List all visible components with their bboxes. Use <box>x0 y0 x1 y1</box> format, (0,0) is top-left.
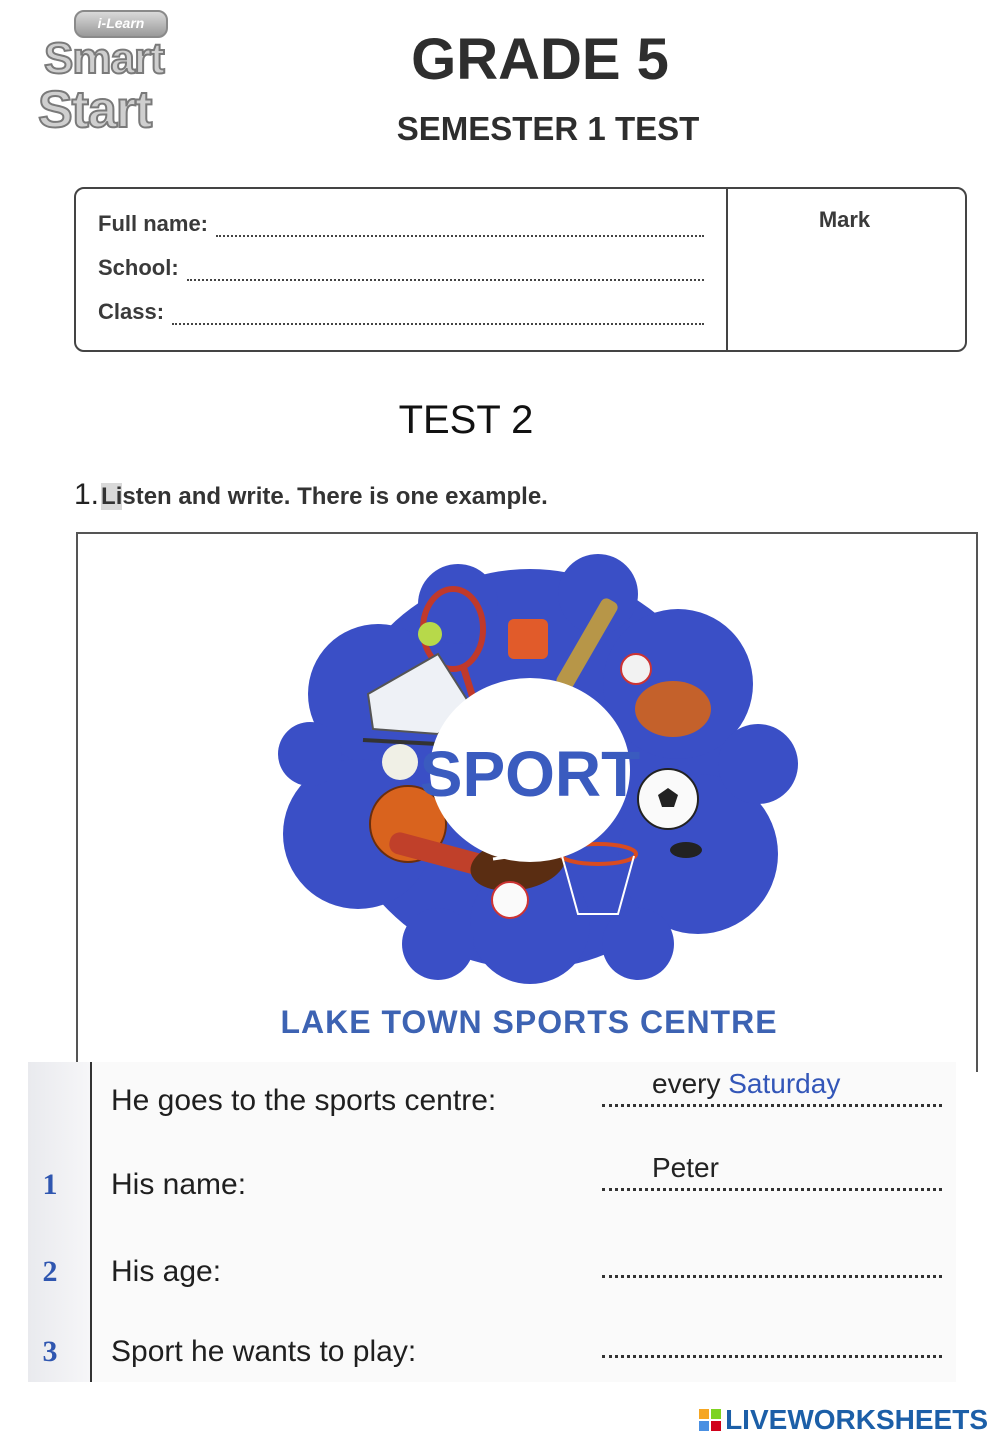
question-text: Sport he wants to play: <box>111 1335 417 1368</box>
mark-label: Mark <box>818 207 871 232</box>
answer-value: Peter <box>652 1152 719 1183</box>
test-title: TEST 2 <box>398 398 534 442</box>
whistle-icon <box>508 619 548 659</box>
answer-prefix: every <box>652 1068 721 1099</box>
class-label: Class: <box>98 299 165 324</box>
instruction-highlight: Li <box>101 483 123 510</box>
sport-word: SPORT <box>419 738 641 810</box>
full-name-line[interactable] <box>216 219 704 237</box>
logo-word-start: Start <box>38 81 152 139</box>
exercise-number: 1. <box>74 478 100 511</box>
question-text: He goes to the sports centre: <box>111 1084 497 1117</box>
student-info-box <box>74 187 967 352</box>
class-line[interactable] <box>172 307 704 325</box>
answer-line <box>602 1355 942 1358</box>
full-name-field[interactable] <box>98 211 704 237</box>
student-fields <box>76 189 728 350</box>
question-number: 1 <box>42 1168 58 1201</box>
sports-centre-name: LAKE TOWN SPORTS CENTRE <box>280 1004 778 1040</box>
logo-ilearn-badge: i-Learn <box>74 10 168 38</box>
question-text: His age: <box>111 1255 222 1288</box>
sport-illustration <box>78 534 978 1074</box>
instruction-text: sten and write. There is one example. <box>122 483 548 510</box>
answer-line <box>602 1275 942 1278</box>
page-subtitle: SEMESTER 1 TEST <box>396 110 700 147</box>
illustration-frame <box>76 532 978 1072</box>
answer-field[interactable] <box>652 1152 719 1184</box>
class-field[interactable] <box>98 299 704 325</box>
question-row-example <box>28 1068 956 1134</box>
school-field[interactable] <box>98 255 704 281</box>
liveworksheets-grid-icon <box>699 1409 721 1431</box>
full-name-label: Full name: <box>98 211 209 236</box>
school-label: School: <box>98 255 179 280</box>
questions-table <box>28 1062 956 1382</box>
answer-line <box>602 1104 942 1107</box>
answer-line <box>602 1188 942 1191</box>
question-number: 2 <box>42 1255 58 1288</box>
question-row-2 <box>28 1245 956 1305</box>
exercise-instruction <box>74 478 548 512</box>
question-text: His name: <box>111 1168 247 1201</box>
school-line[interactable] <box>187 263 704 281</box>
question-row-1 <box>28 1152 956 1218</box>
logo-word-smart: Smart <box>44 34 164 83</box>
question-number: 3 <box>42 1335 58 1368</box>
liveworksheets-logo <box>699 1404 988 1436</box>
answer-field[interactable] <box>652 1068 840 1100</box>
page-title: GRADE 5 <box>411 27 669 92</box>
brand-name: LIVEWORKSHEETS <box>725 1404 988 1435</box>
answer-value: Saturday <box>728 1068 841 1099</box>
question-row-3 <box>28 1325 956 1385</box>
